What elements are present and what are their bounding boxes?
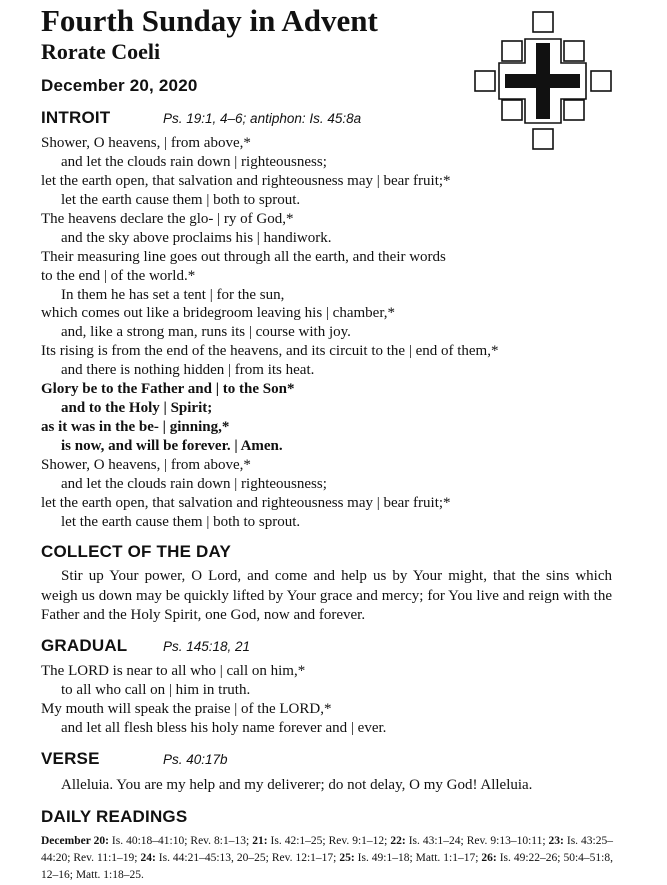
verse-heading: VERSE: [41, 749, 100, 768]
introit-line: Glory be to the Father and | to the Son*: [41, 381, 295, 398]
daily-readings-heading: DAILY READINGS: [41, 807, 188, 826]
daily-readings-text: [41, 833, 613, 884]
introit-line: and to the Holy | Spirit;: [61, 400, 213, 417]
reading-refs: Is. 43:1–24; Rev. 9:13–10:11;: [405, 835, 549, 847]
introit-line: Its rising is from the end of the heavens, and its circuit to the | end of them,*: [41, 343, 499, 360]
introit-line: let the earth open, that salvation and righteousness may | bear fruit;*: [41, 172, 451, 189]
page-subtitle: Rorate Coeli: [41, 39, 161, 64]
service-date: December 20, 2020: [41, 76, 198, 95]
introit-line: let the earth cause them | both to sprout.: [61, 513, 301, 530]
reading-refs: Is. 49:22–26; 50:4–51:8, 12–16; Matt. 1:18–25.: [41, 852, 613, 881]
gradual-reference: Ps. 145:18, 21: [163, 639, 251, 654]
introit-line: to the end | of the world.*: [41, 267, 196, 284]
gradual-line: and let all flesh bless his holy name forever and | ever.: [61, 719, 387, 736]
introit-line: and let the clouds rain down | righteousness;: [61, 153, 327, 170]
introit-line: Shower, O heavens, | from above,*: [41, 135, 251, 151]
reading-refs: Is. 40:18–41:10; Rev. 8:1–13;: [108, 835, 253, 847]
collect-paragraph: Stir up Your power, O Lord, and come and help us by Your might, that the sins which weigh us down may be quickly lifted by Your grace and mercy; for You live and reign with the Father and the Holy Spirit, one God, now and forever.: [41, 568, 612, 623]
cross-icon: [474, 11, 613, 151]
introit-line: and, like a strong man, runs its | course with joy.: [61, 324, 351, 341]
introit-line: which comes out like a bridegroom leaving his | chamber,*: [41, 305, 395, 322]
reading-refs: Is. 42:1–25; Rev. 9:1–12;: [267, 835, 391, 847]
introit-text: [41, 134, 498, 532]
reading-day: 26:: [481, 852, 497, 864]
reading-refs: Is. 44:21–45:13, 20–25; Rev. 12:1–17;: [155, 852, 340, 864]
introit-line: and there is nothing hidden | from its heat.: [61, 362, 315, 379]
reading-day: December 20:: [41, 835, 109, 847]
introit-line: is now, and will be forever. | Amen.: [61, 438, 283, 454]
introit-line: and let the clouds rain down | righteousness;: [61, 475, 327, 492]
verse-reference: Ps. 40:17b: [163, 752, 228, 767]
introit-line: In them he has set a tent | for the sun,: [61, 286, 285, 303]
reading-day: 24:: [140, 852, 156, 864]
reading-day: 25:: [339, 852, 355, 864]
gradual-line: My mouth will speak the praise | of the LORD,*: [41, 700, 332, 717]
reading-day: 22:: [390, 835, 406, 847]
introit-reference: Ps. 19:1, 4–6; antiphon: Is. 45:8a: [163, 111, 362, 126]
gradual-line: to all who call on | him in truth.: [61, 681, 251, 698]
collect-text: [41, 567, 612, 626]
reading-refs: Is. 49:1–18; Matt. 1:1–17;: [354, 852, 482, 864]
gradual-text: [41, 662, 386, 738]
introit-heading: INTROIT: [41, 108, 111, 127]
introit-line: The heavens declare the glo- | ry of God,*: [41, 210, 294, 227]
gradual-line: The LORD is near to all who | call on him,*: [41, 663, 306, 679]
reading-day: 23:: [548, 835, 564, 847]
verse-text: Alleluia. You are my help and my deliverer; do not delay, O my God! Alleluia.: [61, 777, 533, 793]
collect-heading: COLLECT OF THE DAY: [41, 542, 231, 561]
gradual-heading: GRADUAL: [41, 636, 128, 655]
introit-line: and the sky above proclaims his | handiwork.: [61, 229, 332, 246]
introit-line: Shower, O heavens, | from above,*: [41, 456, 251, 473]
page-title: Fourth Sunday in Advent: [41, 3, 378, 38]
reading-refs: Is. 43:25–44:20; Rev. 11:1–19;: [41, 835, 613, 864]
introit-line: let the earth open, that salvation and righteousness may | bear fruit;*: [41, 494, 451, 511]
introit-line: as it was in the be- | ginning,*: [41, 419, 230, 436]
introit-line: Their measuring line goes out through all the earth, and their words: [41, 248, 446, 265]
introit-line: let the earth cause them | both to sprout.: [61, 191, 301, 208]
reading-day: 21:: [252, 835, 268, 847]
